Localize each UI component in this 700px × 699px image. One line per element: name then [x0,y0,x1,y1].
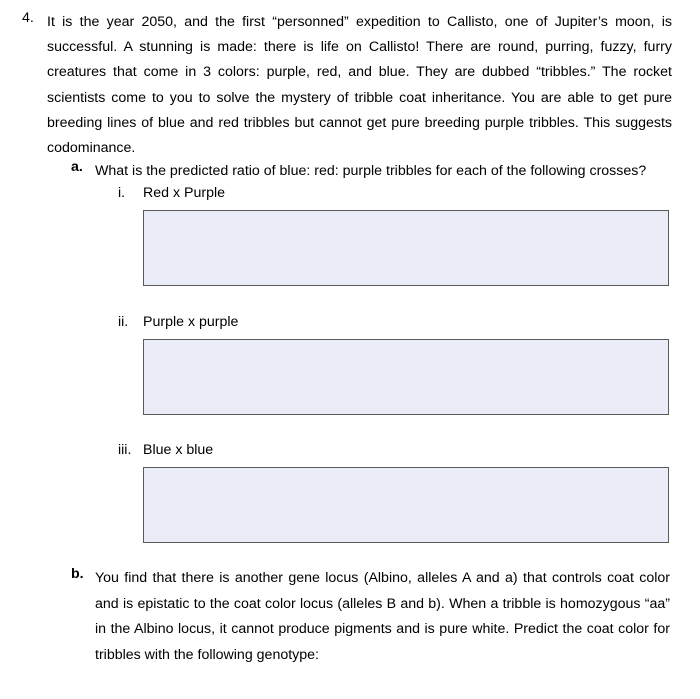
cross-2-label: Purple x purple [143,314,239,330]
part-b-text: You find that there is another gene locus (Albino, alleles A and a) that controls coat color and is epistatic to the coat color locus (alleles B and b). When a tribble is homozygous “aa” in the Albino locus, it cannot produce pigments and is pure white. Predict the coat color for tribbles with the following genotype: [95,570,670,663]
part-b-letter: b. [71,566,84,582]
cross-3-numeral: iii. [118,442,132,458]
cross-2-numeral: ii. [118,314,129,330]
question-text: It is the year 2050, and the first “personned” expedition to Callisto, one of Jupiter’s moon, is successful. A stunning is made: there is life on Callisto! There are round, purring, fuzzy, furry creatures that come in 3 colors: purple, red, and blue. They are dubbed “tribbles.” The rocket scientists come to you to solve the mystery of tribble coat inheritance. You are able to get pure breeding lines of blue and red tribbles but cannot get pure breeding purple tribbles. This suggests codominance. [47,14,672,157]
cross-1-numeral: i. [118,185,126,201]
answer-box-cross-2[interactable] [143,339,669,415]
cross-1-label: Red x Purple [143,185,226,201]
part-a-letter: a. [71,159,83,175]
cross-3-label: Blue x blue [143,442,214,458]
answer-box-cross-3[interactable] [143,467,669,543]
part-a-text: What is the predicted ratio of blue: red: purple tribbles for each of the following crosses? [95,163,647,179]
answer-box-cross-1[interactable] [143,210,669,286]
question-number: 4. [22,10,34,26]
